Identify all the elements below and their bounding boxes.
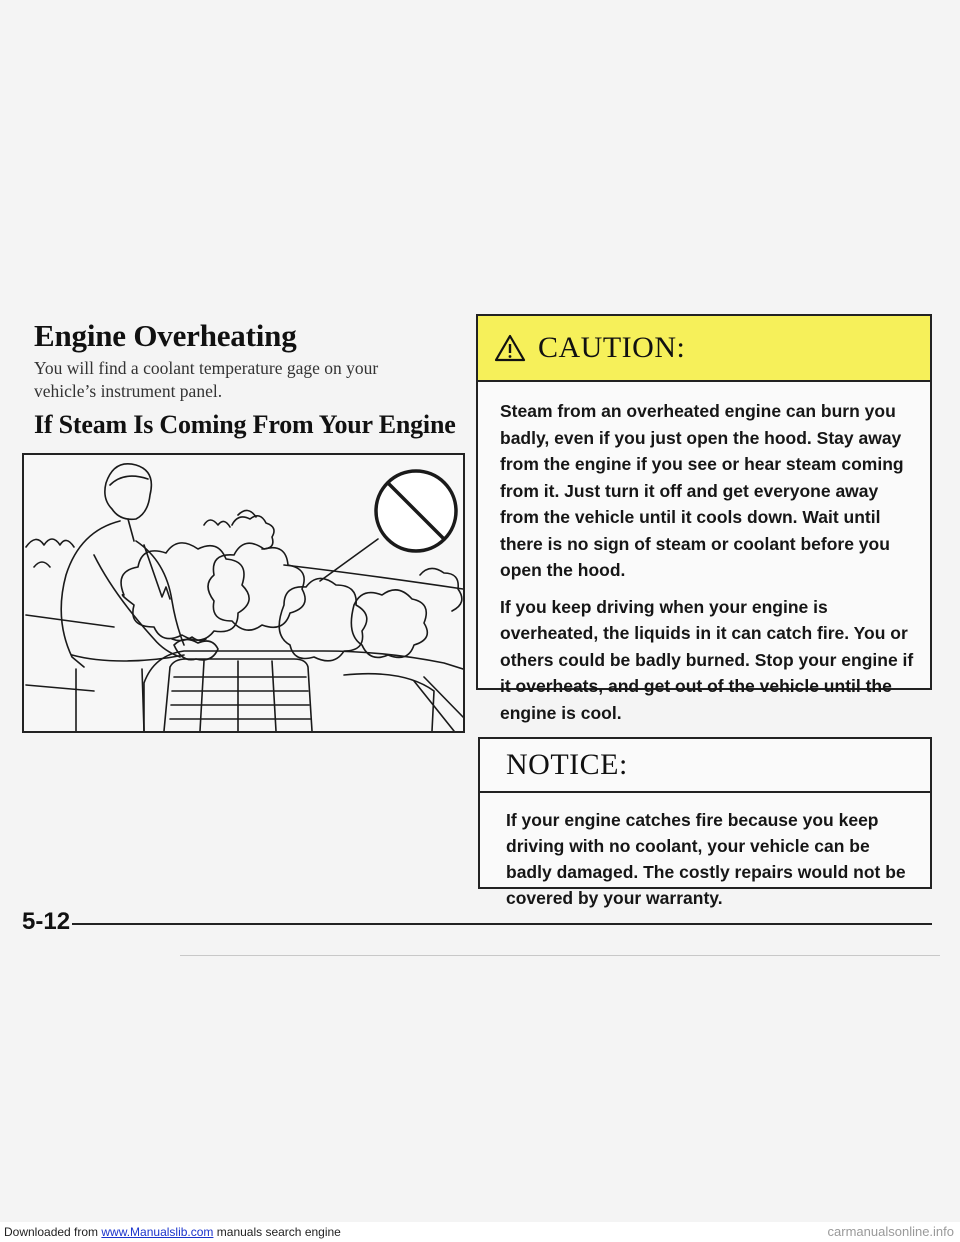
caution-header [478, 316, 930, 382]
caution-body [478, 382, 930, 726]
steam-engine-illustration [22, 453, 465, 733]
watermark: carmanualsonline.info [827, 1224, 954, 1239]
grille [164, 659, 312, 731]
caution-paragraph-2: If you keep driving when your engine is overheated, the liquids in it can catch fire. You or others could be badly burned. Stop your engine if it overheats, and get out of the vehicle until the engine is cool. [500, 596, 914, 723]
section-heading: If Steam Is Coming From Your Engine [34, 410, 456, 439]
caution-paragraph-1: Steam from an overheated engine can burn you badly, even if you just open the hood. Stay away from the engine if you see or hear steam coming from it. Just turn it off and get everyone away from the vehicle until it cools down. Wait until there is no sign of steam or coolant before you open the hood. [500, 401, 904, 580]
warning-triangle-icon [494, 334, 526, 362]
page-title: Engine Overheating [34, 318, 297, 353]
footer-rule [72, 923, 932, 925]
footer-prefix: Downloaded from [4, 1225, 102, 1239]
download-footer [4, 1225, 341, 1239]
notice-box [478, 737, 932, 908]
caution-label: CAUTION: [538, 331, 686, 364]
caution-box [476, 314, 932, 723]
headlight [344, 674, 434, 731]
notice-text: If your engine catches fire because you keep driving with no coolant, your vehicle can be badly damaged. The costly repairs would not be covered by your warranty. [506, 810, 906, 908]
page-number: 5-12 [22, 908, 71, 935]
notice-label: NOTICE: [480, 739, 930, 793]
manualslib-link[interactable]: www.Manualslib.com [101, 1225, 214, 1239]
footer-suffix: manuals search engine [213, 1225, 341, 1239]
scan-line [180, 955, 940, 956]
intro-text: You will find a coolant temperature gage on your vehicle’s instrument panel. [34, 358, 379, 401]
no-symbol-icon [376, 471, 456, 551]
